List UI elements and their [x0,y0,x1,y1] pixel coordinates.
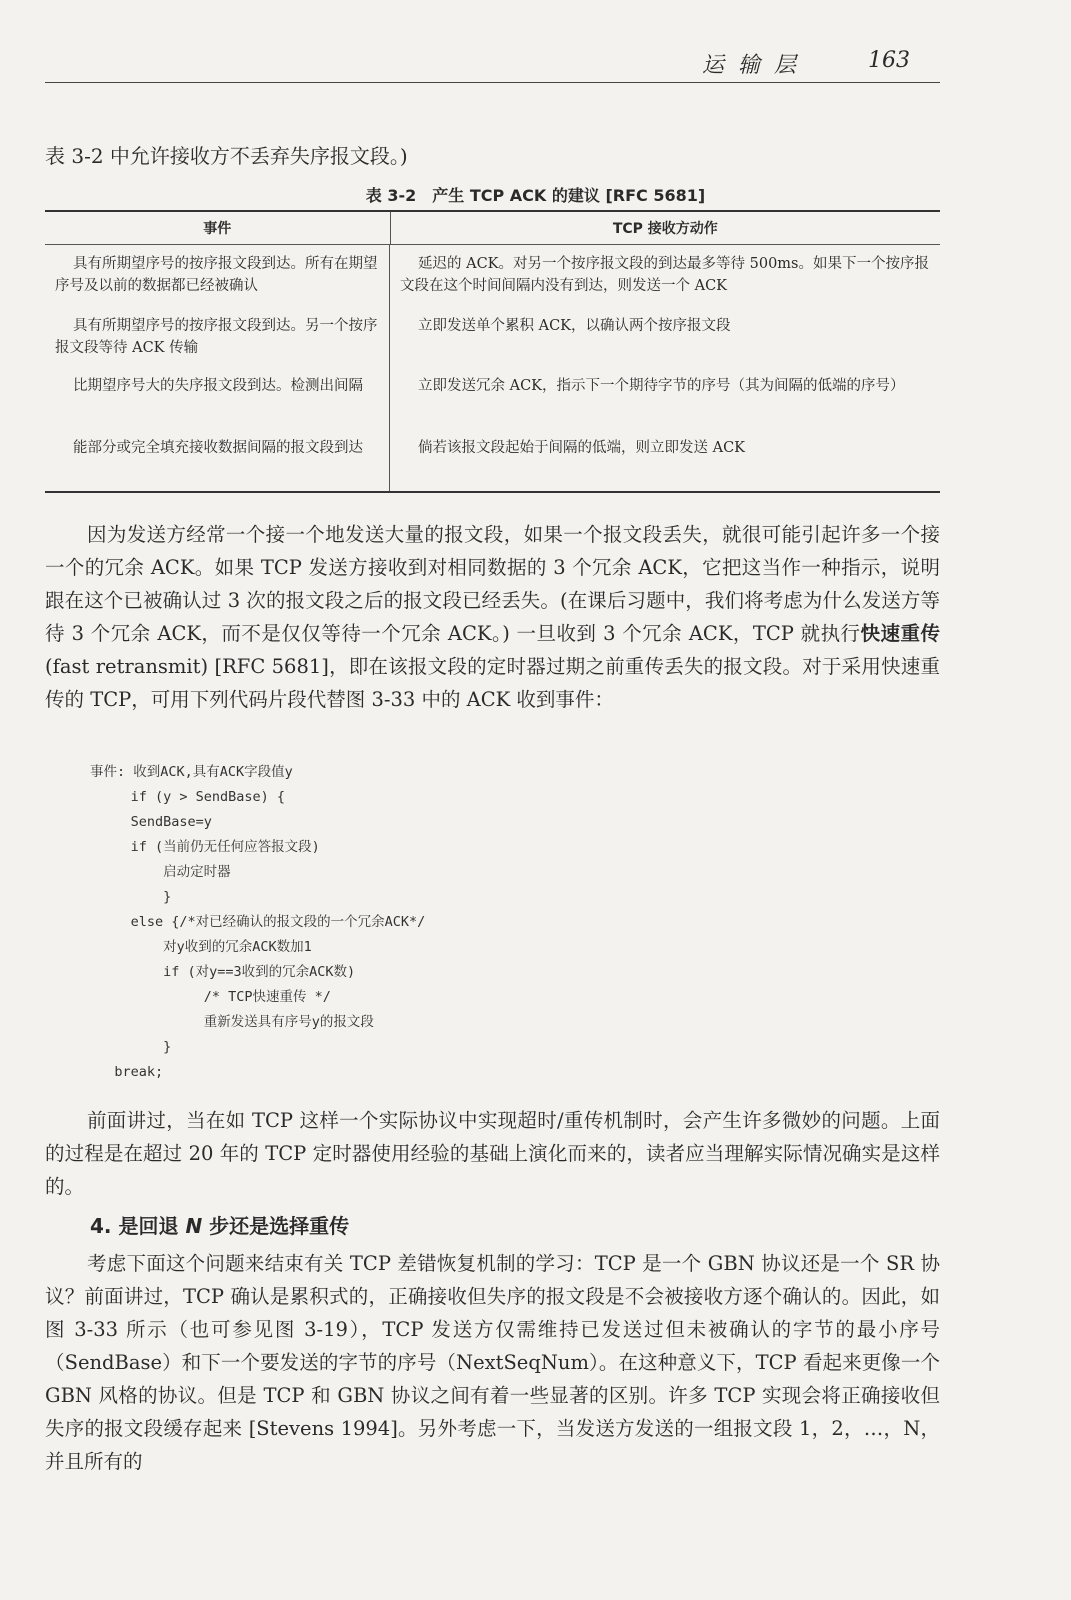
action-cell: 立即发送冗余 ACK，指示下一个期待字节的序号（其为间隔的低端的序号） [418,378,905,394]
code-line: 对y收到的冗余ACK数加1 [90,939,312,955]
code-line: 启动定时器 [90,864,231,880]
code-line: if (当前仍无任何应答报文段) [90,839,320,855]
running-header [45,42,940,83]
code-line: break; [90,1064,164,1080]
section-heading [90,1210,349,1239]
table-row [45,367,940,429]
paragraph-subtle-issues: 前面讲过，当在如 TCP 这样一个实际协议中实现超时/重传机制时，会产生许多微妙的问题。上面的过程是在超过 20 年的 TCP 定时器使用经验的基础上演化而来的，读者应当理解实际情况确实是这样的。 [45,1109,940,1198]
column-header-event: 事件 [45,212,391,244]
event-cell: 能部分或完全填充接收数据间隔的报文段到达 [45,429,390,491]
event-cell: 比期望序号大的失序报文段到达。检测出间隔 [45,367,390,429]
code-line: if (对y==3收到的冗余ACK数) [90,964,356,980]
paragraph-text: (fast retransmit) [RFC 5681]，即在该报文段的定时器过期之前重传丢失的报文段。对于采用快速重传的 TCP，可用下列代码片段代替图 3-33 中的 ACK 收到事件： [45,655,940,711]
paragraph-text: 因为发送方经常一个接一个地发送大量的报文段，如果一个报文段丢失，就很可能引起许多一个接一个的冗余 ACK。如果 TCP 发送方接收到对相同数据的 3 个冗余 ACK，它把这当作一种指示，说明跟在这个已被确认过 3 次的报文段之后的报文段已经丢失。(在课后习题中，我们将考虑为什么发送方等待 3 个冗余 ACK，而不是仅仅等待一个冗余 ACK。) 一旦收到 3 个冗余 ACK，TCP 就执行 [45,523,940,645]
code-line: else {/*对已经确认的报文段的一个冗余ACK*/ [90,914,426,930]
table-row [45,429,940,491]
code-line: } [90,1039,172,1055]
code-line: 重新发送具有序号y的报文段 [90,1014,374,1030]
paragraph-fast-retransmit [45,518,940,716]
column-header-action: TCP 接收方动作 [612,221,718,237]
section-heading-text: 4. 是回退 [90,1214,186,1238]
intro-text: 表 3-2 中允许接收方不丢弃失序报文段。) [45,144,408,168]
code-line: if (y > SendBase) { [90,789,286,805]
code-line: } [90,889,172,905]
chapter-title: 运输层 [701,53,810,78]
table-row [45,307,940,367]
paragraph-gbn-or-sr: 考虑下面这个问题来结束有关 TCP 差错恢复机制的学习：TCP 是一个 GBN 协议还是一个 SR 协议？前面讲过，TCP 确认是累积式的，正确接收但失序的报文段是不会被接收方逐个确认的。因此，如图 3-33 所示（也可参见图 3-19），TCP 发送方仅需维持已发送过但未被确认的字节的最小序号（SendBase）和下一个要发送的字节的序号（NextSeqNum）。在这种意义下，TCP 看起来更像一个 GBN 风格的协议。但是 TCP 和 GBN 协议之间有着一些显著的区别。许多 TCP 实现会将正确接收但失序的报文段缓存起来 [Stevens 1994]。另外考虑一下，当发送方发送的一组报文段 1，2，…，N，并且所有的 [45,1252,940,1473]
table-header-row [45,212,940,245]
table-row [45,245,940,307]
code-line: SendBase=y [90,814,212,830]
code-line: 事件: 收到ACK,具有ACK字段值y [90,764,293,780]
action-cell: 倘若该报文段起始于间隔的低端，则立即发送 ACK [418,440,746,456]
event-cell: 具有所期望序号的按序报文段到达。另一个按序报文段等待 ACK 传输 [45,307,390,367]
code-line: /* TCP快速重传 */ [90,989,331,1005]
action-cell: 立即发送单个累积 ACK，以确认两个按序报文段 [418,318,731,334]
action-cell: 延迟的 ACK。对另一个按序报文段的到达最多等待 500ms。如果下一个按序报文段在这个时间间隔内没有到达，则发送一个 ACK [400,256,929,294]
section-heading-italic: N [185,1214,203,1238]
code-snippet [90,760,425,1085]
ack-table [45,210,940,493]
event-cell: 具有所期望序号的按序报文段到达。所有在期望序号及以前的数据都已经被确认 [45,245,390,307]
table-caption: 表 3-2 产生 TCP ACK 的建议 [RFC 5681] [365,186,706,205]
page-number: 163 [868,48,910,73]
bold-term: 快速重传 [860,622,940,645]
section-heading-text: 步还是选择重传 [202,1214,350,1238]
